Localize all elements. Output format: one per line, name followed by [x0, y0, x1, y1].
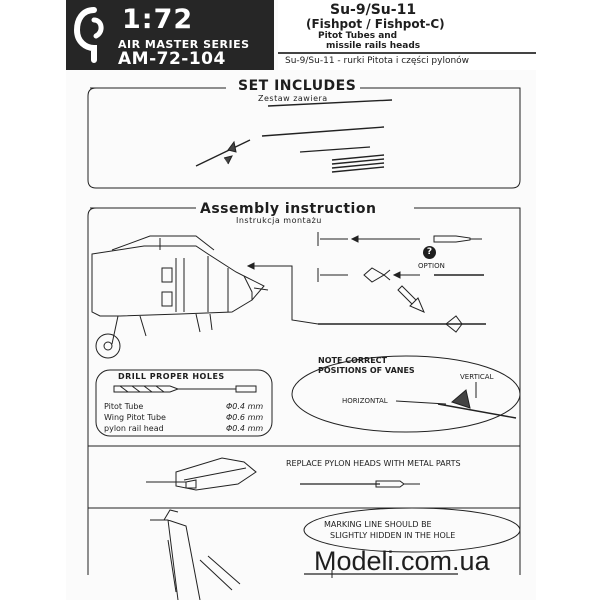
drill-table-frame	[96, 370, 272, 436]
product-desc-line1: Pitot Tubes and	[318, 31, 398, 41]
set-includes-frame	[88, 88, 520, 188]
nose-gear-hub	[104, 342, 112, 350]
rail-head-part-end	[376, 481, 404, 487]
marking-note-line1: MARKING LINE SHOULD BE	[324, 520, 432, 529]
assembly-title: Assembly instruction	[200, 201, 377, 217]
aircraft-subtitle: (Fishpot / Fishpot-C)	[306, 17, 445, 31]
vane-part	[364, 268, 390, 282]
aircraft-access-panel	[162, 292, 172, 306]
product-desc-line2: missile rails heads	[326, 41, 421, 51]
part-tube-long	[262, 127, 384, 136]
drill-table-title: DRILL PROPER HOLES	[118, 372, 225, 381]
product-desc-polish: Su-9/Su-11 - rurki Pitota i części pylonów	[285, 56, 470, 66]
part-tube-short	[300, 147, 370, 152]
vanes-horizontal-label: HORIZONTAL	[342, 397, 388, 405]
wing-pitot-hole	[164, 510, 178, 520]
set-includes-title: SET INCLUDES	[238, 78, 357, 94]
series-label: AIR MASTER SERIES	[118, 38, 250, 51]
pitot-leader-line	[248, 266, 318, 324]
drill-row-size: Φ0.4 mm	[226, 424, 264, 433]
nose-gear-strut	[112, 316, 118, 344]
wing-fence	[200, 556, 240, 590]
drill-row-part: Pitot Tube	[104, 402, 144, 411]
gear-door	[196, 314, 200, 332]
product-code: AM-72-104	[118, 49, 226, 69]
pylon-note: REPLACE PYLON HEADS WITH METAL PARTS	[286, 459, 461, 468]
marking-note-line2: SLIGHTLY HIDDEN IN THE HOLE	[330, 531, 456, 540]
gear-door	[140, 316, 146, 336]
aircraft-title: Su-9/Su-11	[330, 2, 417, 18]
assembly-arrow-head	[352, 236, 358, 242]
drill-shank-end	[236, 386, 256, 392]
vanes-note-frame	[292, 356, 520, 432]
aircraft-access-panel	[162, 268, 172, 282]
part-pitot-with-vanes	[196, 140, 250, 166]
pitot-tube-part	[434, 236, 470, 242]
assembly-subtitle: Instrukcja montażu	[236, 216, 322, 225]
part-vane	[224, 142, 236, 164]
down-arrow	[398, 286, 424, 312]
vane-pitot-detail	[438, 404, 516, 418]
drill-bit-flutes	[120, 386, 164, 392]
drill-row-part: Wing Pitot Tube	[104, 413, 166, 422]
option-question-icon: ?	[423, 246, 436, 259]
drill-row-size: Φ0.6 mm	[226, 413, 264, 422]
scale-label: 1:72	[122, 4, 194, 35]
vane-detail	[452, 390, 470, 408]
pitot-leader-arrow	[248, 263, 254, 269]
vanes-vertical-label: VERTICAL	[460, 373, 494, 381]
nose-gear-wheel	[96, 334, 120, 358]
gear-door	[210, 314, 212, 330]
assembly-arrow-head	[394, 272, 400, 278]
set-includes-subtitle: Zestaw zawiera	[258, 94, 328, 103]
drill-row-size: Φ0.4 mm	[226, 402, 264, 411]
vanes-note-line1: NOTE CORRECT	[318, 356, 387, 365]
pylon-rail	[184, 468, 246, 480]
part-tube-long	[268, 100, 392, 106]
watermark: Modeli.com.ua	[314, 546, 490, 576]
wing-pitot-tube	[168, 540, 176, 592]
vanes-note-line2: POSITIONS OF VANES	[318, 366, 415, 375]
option-label: OPTION	[418, 262, 445, 270]
pylon-head-slot	[186, 480, 196, 488]
drill-row-part: pylon rail head	[104, 424, 164, 433]
